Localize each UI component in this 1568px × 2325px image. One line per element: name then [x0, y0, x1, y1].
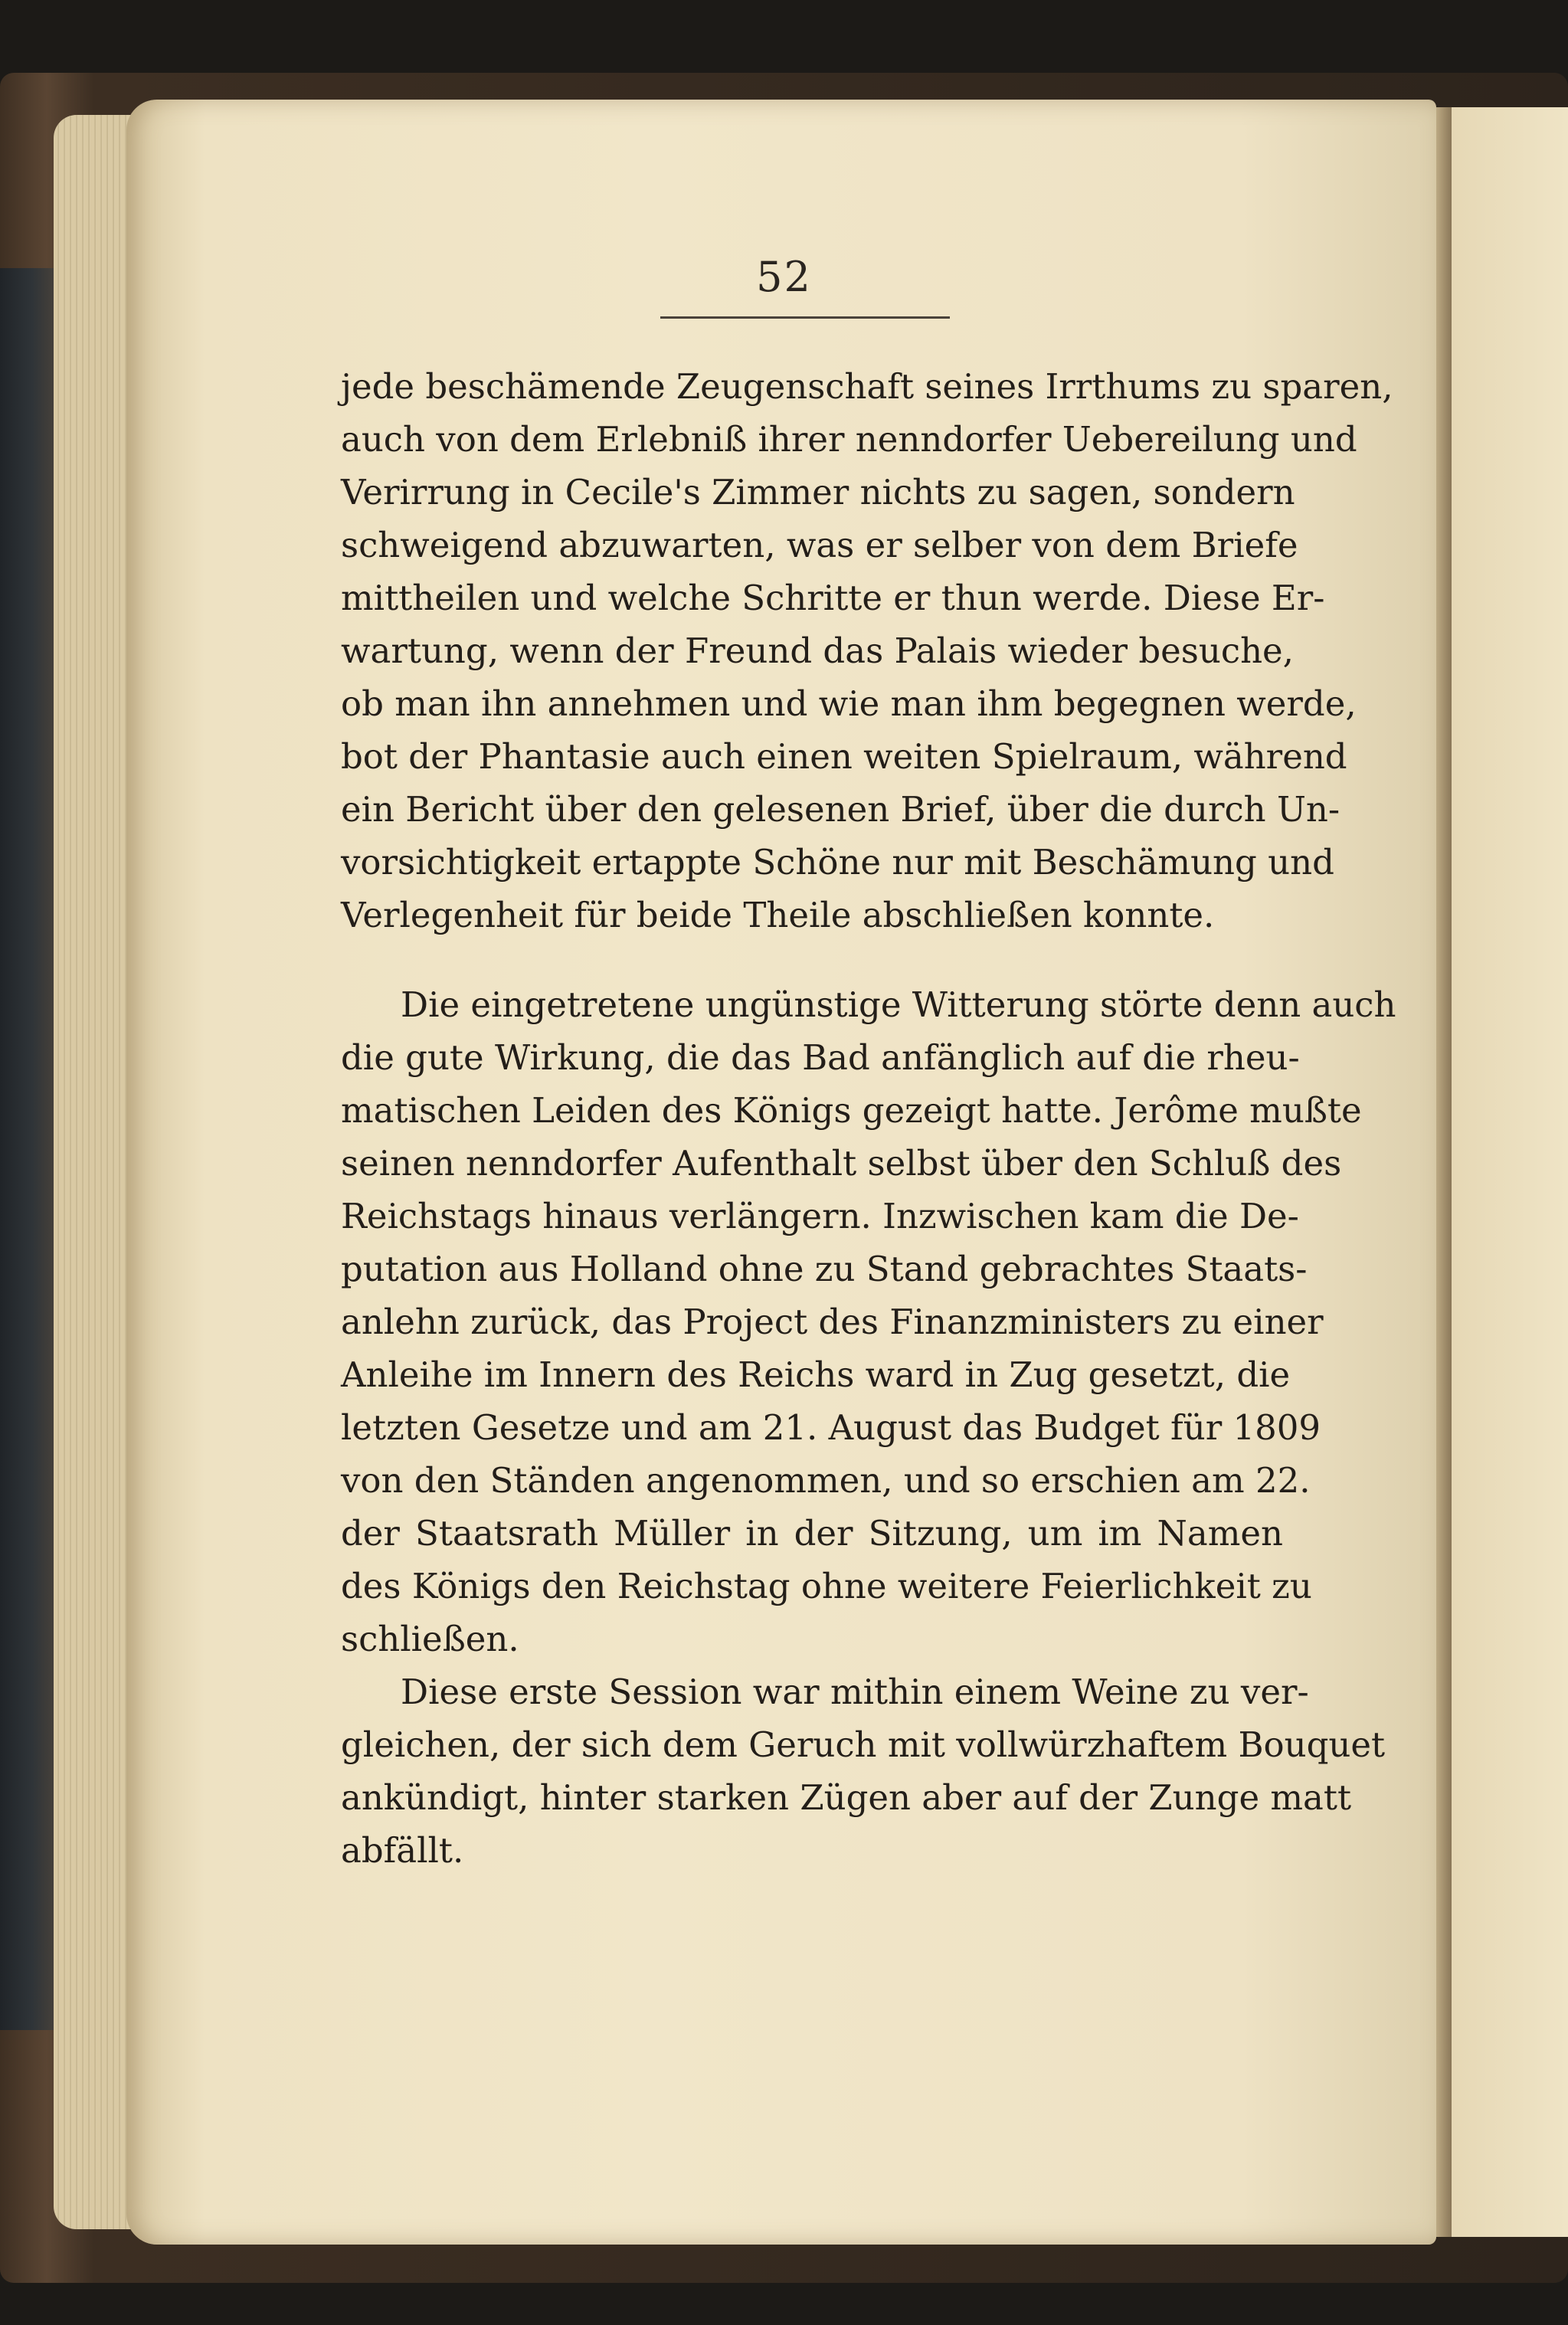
text-line: auch von dem Erlebniß ihrer nenndorfer Uebereilung und	[341, 419, 1357, 460]
text-line: jede beschämende Zeugenschaft seines Irrthums zu sparen,	[341, 366, 1393, 407]
text-line: Verirrung in Cecile's Zimmer nichts zu sagen, sondern	[341, 472, 1295, 512]
text-line: ankündigt, hinter starken Zügen aber auf der Zunge matt	[341, 1777, 1352, 1818]
text-line: Reichstags hinaus verlängern. Inzwischen kam die De-	[341, 1196, 1299, 1236]
page-number: 52	[756, 253, 812, 301]
text-line: abfällt.	[341, 1830, 464, 1871]
text-line: letzten Gesetze und am 21. August das Budget für 1809	[341, 1407, 1321, 1448]
text-line: von den Ständen angenommen, und so erschien am 22.	[341, 1460, 1311, 1501]
body-text	[341, 360, 1396, 1877]
paragraph	[341, 360, 1393, 941]
header-rule	[660, 316, 950, 319]
paragraph	[341, 978, 1396, 1665]
page-gutter	[1436, 107, 1452, 2237]
text-line: bot der Phantasie auch einen weiten Spielraum, während	[341, 736, 1347, 777]
paragraph	[341, 1665, 1386, 1877]
text-line: Die eingetretene ungünstige Witterung störte denn auch	[401, 984, 1396, 1025]
text-line: seinen nenndorfer Aufenthalt selbst über den Schluß des	[341, 1143, 1342, 1184]
text-line: putation aus Holland ohne zu Stand gebrachtes Staats-	[341, 1249, 1308, 1289]
text-line: ein Bericht über den gelesenen Brief, über die durch Un-	[341, 789, 1340, 830]
text-line: mittheilen und welche Schritte er thun werde. Diese Er-	[341, 578, 1325, 618]
adjacent-page	[1452, 107, 1568, 2237]
text-line: Anleihe im Innern des Reichs ward in Zug gesetzt, die	[341, 1354, 1291, 1395]
text-line: Diese erste Session war mithin einem Weine zu ver-	[401, 1672, 1309, 1712]
text-line: schweigend abzuwarten, was er selber von dem Briefe	[341, 525, 1298, 565]
text-line: ob man ihn annehmen und wie man ihm begegnen werde,	[341, 683, 1357, 724]
text-line: anlehn zurück, das Project des Finanzministers zu einer	[341, 1302, 1324, 1342]
text-line: des Königs den Reichstag ohne weitere Feierlichkeit zu	[341, 1566, 1312, 1606]
text-line: die gute Wirkung, die das Bad anfänglich auf die rheu-	[341, 1037, 1300, 1078]
text-line: wartung, wenn der Freund das Palais wieder besuche,	[341, 630, 1294, 671]
text-line: Verlegenheit für beide Theile abschließen konnte.	[341, 895, 1215, 935]
paragraph-gap	[341, 941, 1283, 978]
text-line: der Staatsrath Müller in der Sitzung, um im Namen	[341, 1513, 1283, 1554]
text-line: matischen Leiden des Königs gezeigt hatte. Jerôme mußte	[341, 1090, 1362, 1131]
text-line: vorsichtigkeit ertappte Schöne nur mit Beschämung und	[341, 842, 1334, 883]
book-spine-edge	[0, 268, 54, 2030]
text-line: schließen.	[341, 1619, 519, 1659]
text-line: gleichen, der sich dem Geruch mit vollwürzhaftem Bouquet	[341, 1724, 1386, 1765]
